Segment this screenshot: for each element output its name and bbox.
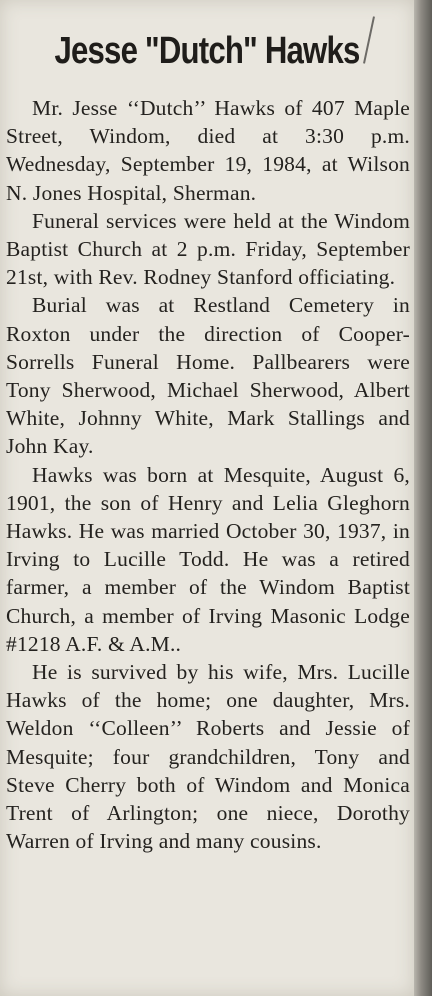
scan-background-edge [414,0,432,996]
paragraph-funeral-services: Funeral services were held at the Windom Baptist Church at 2 p.m. Friday, September 21st, with Rev. Rodney Stanford officiating. [6,208,410,290]
obituary-headline: Jesse "Dutch" Hawks [54,30,360,72]
obituary-body [6,94,410,855]
paragraph-burial: Burial was at Restland Cemetery in Roxton under the direction of Cooper-Sorrells Funeral Home. Pallbearers were Tony Sherwood, Michael Sherwood, Albert White, Johnny White, Mark Stallings and John Kay. [6,293,410,459]
paragraph-death-notice: Mr. Jesse ‘‘Dutch’’ Hawks of 407 Maple Street, Windom, died at 3:30 p.m. Wednesday, September 19, 1984, at Wilson N. Jones Hospital, Sherman. [6,96,410,205]
paragraph-biography: Hawks was born at Mesquite, August 6, 1901, the son of Henry and Lelia Gleghorn Hawks. He was married October 30, 1937, in Irving to Lucille Todd. He was a retired farmer, a member of the Windom Baptist Church, a member of Irving Masonic Lodge #1218 A.F. & A.M.. [6,462,410,656]
paragraph-survivors: He is survived by his wife, Mrs. Lucille Hawks of the home; one daughter, Mrs. Weldon ‘‘Colleen’’ Roberts and Jessie of Mesquite; four grandchildren, Tony and Steve Cherry both of Windom and Monica Trent of Arlington; one niece, Dorothy Warren of Irving and many cousins. [6,660,410,854]
